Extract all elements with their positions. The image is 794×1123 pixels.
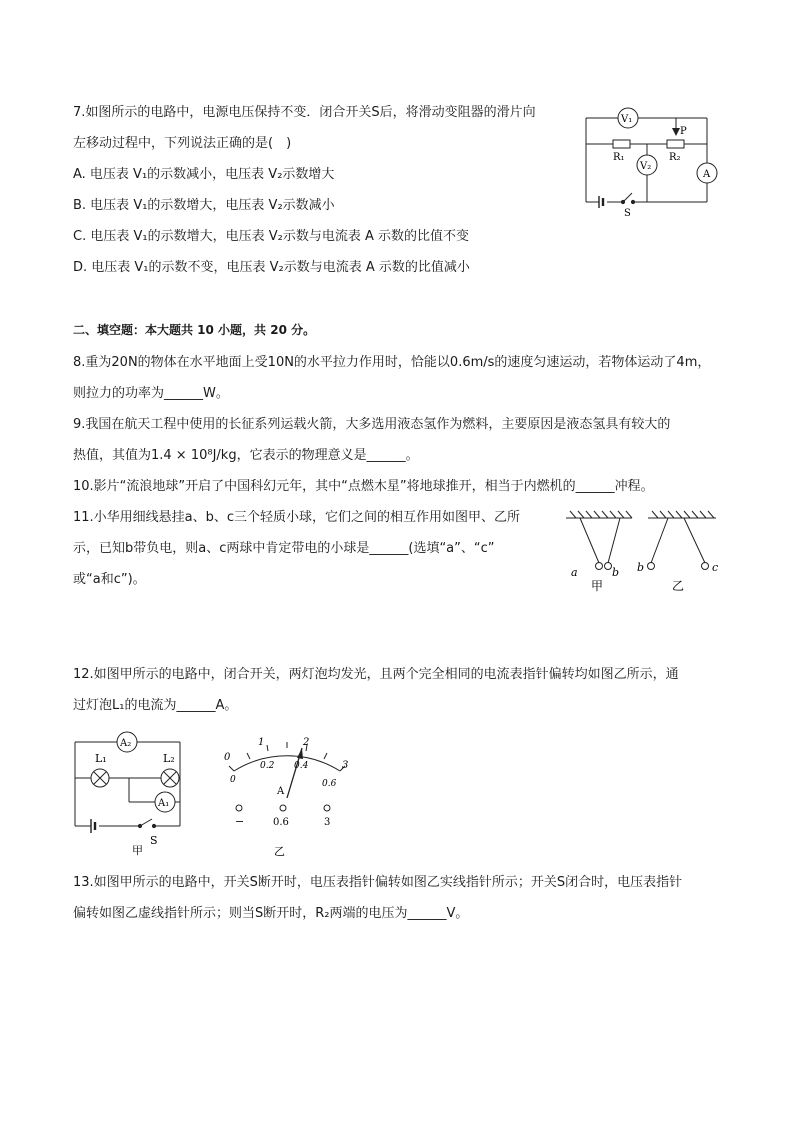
q11-fig-label-c: c: [712, 561, 719, 574]
q12-line1: 12.如图甲所示的电路中，闭合开关，两灯泡均发光，且两个完全相同的电流表指针偏转均如图乙所示，通: [73, 667, 679, 682]
q7-circuit-diagram: [580, 104, 720, 219]
q11-fig-caption-jia: 甲: [591, 579, 604, 593]
dial-top-tick-3: 3: [342, 760, 349, 771]
q7-fig-v1-label: V₁: [621, 114, 633, 125]
q11-line3: 或“a和c”)。: [73, 572, 146, 587]
q11-fig-label-b: b: [612, 566, 620, 579]
q12-ammeter-dial: [212, 728, 362, 863]
section-heading: 二、填空题：本大题共 10 小题，共 20 分。: [73, 323, 316, 337]
q8-line2: 则拉力的功率为______W。: [73, 386, 229, 401]
q11-line1: 11.小华用细线悬挂a、b、c三个轻质小球，它们之间的相互作用如图甲、乙所: [73, 510, 521, 525]
q9-line1: 9.我国在航天工程中使用的长征系列运载火箭，大多选用液态氢作为燃料，主要原因是液态氢具有较大的: [73, 417, 671, 432]
dial-top-tick-1: 1: [258, 737, 265, 748]
q7-option-a: A. 电压表 V₁的示数减小，电压表 V₂示数增大: [73, 167, 335, 182]
q10-line1: 10.影片“流浪地球”开启了中国科幻元年，其中“点燃木星”将地球推开，相当于内燃机的______冲程。: [73, 479, 654, 494]
q7-option-d: D. 电压表 V₁的示数不变，电压表 V₂示数与电流表 A 示数的比值减小: [73, 260, 470, 275]
q7-fig-ammeter-label: A: [703, 169, 711, 180]
q12-fig-l2-label: L₂: [163, 752, 175, 765]
q7-option-b: B. 电压表 V₁的示数增大，电压表 V₂示数减小: [73, 198, 335, 213]
q11-fig-label-b2: b: [637, 561, 645, 574]
q7-stem-line2: 左移动过程中，下列说法正确的是( ): [73, 136, 292, 151]
dial-terminal-minus: −: [235, 815, 245, 828]
q7-fig-r2-label: R₂: [669, 152, 681, 163]
q7-stem-line1: 7.如图所示的电路中，电源电压保持不变．闭合开关S后，将滑动变阻器的滑片向: [73, 105, 536, 120]
dial-bottom-tick-0: 0: [230, 775, 236, 785]
dial-bottom-tick-0-6: 0.6: [322, 779, 337, 789]
q12-fig-a2-label: A₂: [120, 738, 132, 749]
q11-hanging-balls-diagram: [560, 508, 730, 598]
q7-fig-v2-label: V₂: [640, 161, 652, 172]
q7-fig-switch-label: S: [624, 208, 631, 219]
q12-fig-l1-label: L₁: [95, 752, 107, 765]
q12-fig-switch-label: S: [150, 834, 158, 847]
q12-fig-a1-label: A₁: [158, 798, 170, 809]
dial-unit-a: A: [277, 786, 285, 797]
q13-line1: 13.如图甲所示的电路中，开关S断开时，电压表指针偏转如图乙实线指针所示；开关S闭合时，电压表指针: [73, 875, 683, 890]
q7-fig-p-label: P: [680, 126, 687, 137]
dial-terminal-3: 3: [324, 817, 331, 828]
q11-line2: 示，已知b带负电，则a、c两球中肯定带电的小球是______(选填“a”、“c”: [73, 541, 495, 556]
dial-terminal-0-6: 0.6: [273, 817, 289, 828]
q9-line2: 热值，其值为1.4 × 10⁸J/kg，它表示的物理意义是______。: [73, 448, 419, 463]
q11-fig-label-a: a: [571, 566, 578, 579]
q12-circuit-diagram: [70, 728, 195, 858]
dial-bottom-tick-0-4: 0.4: [294, 761, 309, 771]
q11-fig-caption-yi: 乙: [672, 579, 685, 593]
q12-line2: 过灯泡L₁的电流为______A。: [73, 698, 238, 713]
q12-fig-caption-jia: 甲: [132, 844, 143, 857]
dial-top-tick-0: 0: [224, 752, 231, 763]
dial-bottom-tick-0-2: 0.2: [260, 761, 275, 771]
q7-option-c: C. 电压表 V₁的示数增大，电压表 V₂示数与电流表 A 示数的比值不变: [73, 229, 469, 244]
q8-line1: 8.重为20N的物体在水平地面上受10N的水平拉力作用时，恰能以0.6m/s的速度匀速运动，若物体运动了4m，: [73, 355, 711, 370]
dial-top-tick-2: 2: [303, 737, 310, 748]
q12-fig-caption-yi: 乙: [274, 845, 285, 858]
q7-fig-r1-label: R₁: [613, 152, 625, 163]
q13-line2: 偏转如图乙虚线指针所示；则当S断开时，R₂两端的电压为______V。: [73, 906, 469, 921]
